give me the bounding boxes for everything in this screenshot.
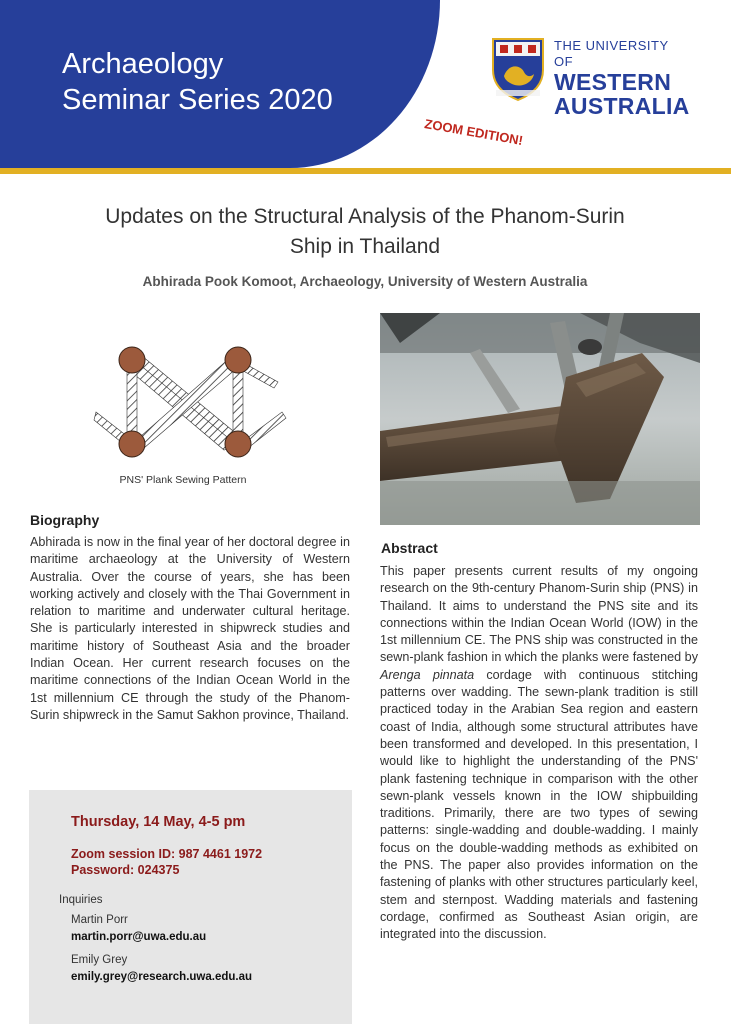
inquiries-label: Inquiries bbox=[59, 894, 103, 906]
contact-name: Emily Grey bbox=[71, 954, 128, 966]
series-title-line2: Seminar Series 2020 bbox=[62, 84, 333, 116]
contact-name: Martin Porr bbox=[71, 914, 128, 926]
stitch-hole-top-right bbox=[225, 347, 251, 373]
seminar-series-title bbox=[62, 46, 333, 118]
diagram-caption: PNS' Plank Sewing Pattern bbox=[119, 474, 247, 486]
contact-email[interactable]: martin.porr@uwa.edu.au bbox=[71, 931, 207, 943]
zoom-session-id: Zoom session ID: 987 4461 1972 bbox=[71, 847, 263, 861]
university-logo bbox=[490, 36, 690, 119]
zoom-password: Password: 024375 bbox=[71, 863, 180, 877]
abstract-text-part2: cordage with continuous stitching patterns over wadding. The sewn-plank tradition is still practiced today in the Arabian Sea region and eastern coast of India, although some structural attributes have been transformed and developed. In this presentation, I would like to highlight the understanding of the PNS' plank fastening technique in comparison with the other sewn-plank vessels known in the IOW shipbuilding traditions. Primarily, there are two types of sewing patterns: single-wadding and double-wadding. I mainly focus on the double-wadding methods as exhibited on the PNS. The paper also provides information on the fastening of planks with other structures particularly keel, stem and sternpost. Wadding materials and fastening cordage, confirmed as Southeast Asian origin, are integrated into the discussion. bbox=[380, 667, 698, 942]
author-line: Abhirada Pook Komoot, Archaeology, University of Western Australia bbox=[142, 274, 588, 289]
event-info-box bbox=[29, 790, 352, 1024]
university-crest-icon bbox=[490, 36, 546, 102]
biography-text: Abhirada is now in the final year of her doctoral degree in maritime archaeology at the University of Western Australia. Over the course of years, she has been working actively and closely with the Thai Government in relation to maritime and underwater cultural heritage. She is particularly interested in shipwreck studies and maritime history of Southeast Asia and the broader Indian Ocean. Her current research focuses on the maritime connections of the Indian Ocean World in the 1st millennium CE through the study of the Phanom-Surin shipwreck in the Samut Sakhon province, Thailand. bbox=[30, 535, 350, 722]
university-name-line3: AUSTRALIA bbox=[554, 93, 690, 119]
series-title-line1: Archaeology bbox=[62, 48, 224, 80]
abstract-heading: Abstract bbox=[381, 540, 438, 556]
stitch-hole-bottom-right bbox=[225, 431, 251, 457]
university-name bbox=[554, 38, 690, 118]
plank-sewing-diagram bbox=[92, 342, 292, 460]
shipwreck-photo bbox=[380, 313, 700, 525]
stitch-hole-bottom-left bbox=[119, 431, 145, 457]
university-name-line2: WESTERN bbox=[554, 69, 672, 95]
abstract-text-part1: This paper presents current results of my ongoing research on the 9th-century Phanom-Surin ship (PNS) in Thailand. It aims to understand the PNS site and its connections within the Indian Ocean World (IOW) in the 1st millennium CE. The PNS ship was constructed in the sewn-plank fashion in which the planks were fastened by bbox=[380, 564, 698, 665]
zoom-edition-badge: ZOOM EDITION! bbox=[423, 116, 525, 149]
abstract-species-name: Arenga pinnata bbox=[380, 667, 475, 682]
header-gold-rule bbox=[0, 168, 731, 174]
stitch-hole-top-left bbox=[119, 347, 145, 373]
contact-email[interactable]: emily.grey@research.uwa.edu.au bbox=[71, 971, 253, 983]
event-date: Thursday, 14 May, 4-5 pm bbox=[71, 814, 246, 830]
talk-title-line1: Updates on the Structural Analysis of the Phanom-Surin bbox=[105, 205, 625, 228]
talk-title-line2: Ship in Thailand bbox=[289, 235, 441, 258]
biography-heading: Biography bbox=[30, 512, 100, 528]
talk-title bbox=[40, 202, 690, 262]
university-name-line1: THE UNIVERSITY OF bbox=[554, 38, 669, 69]
abstract-text bbox=[380, 563, 698, 944]
